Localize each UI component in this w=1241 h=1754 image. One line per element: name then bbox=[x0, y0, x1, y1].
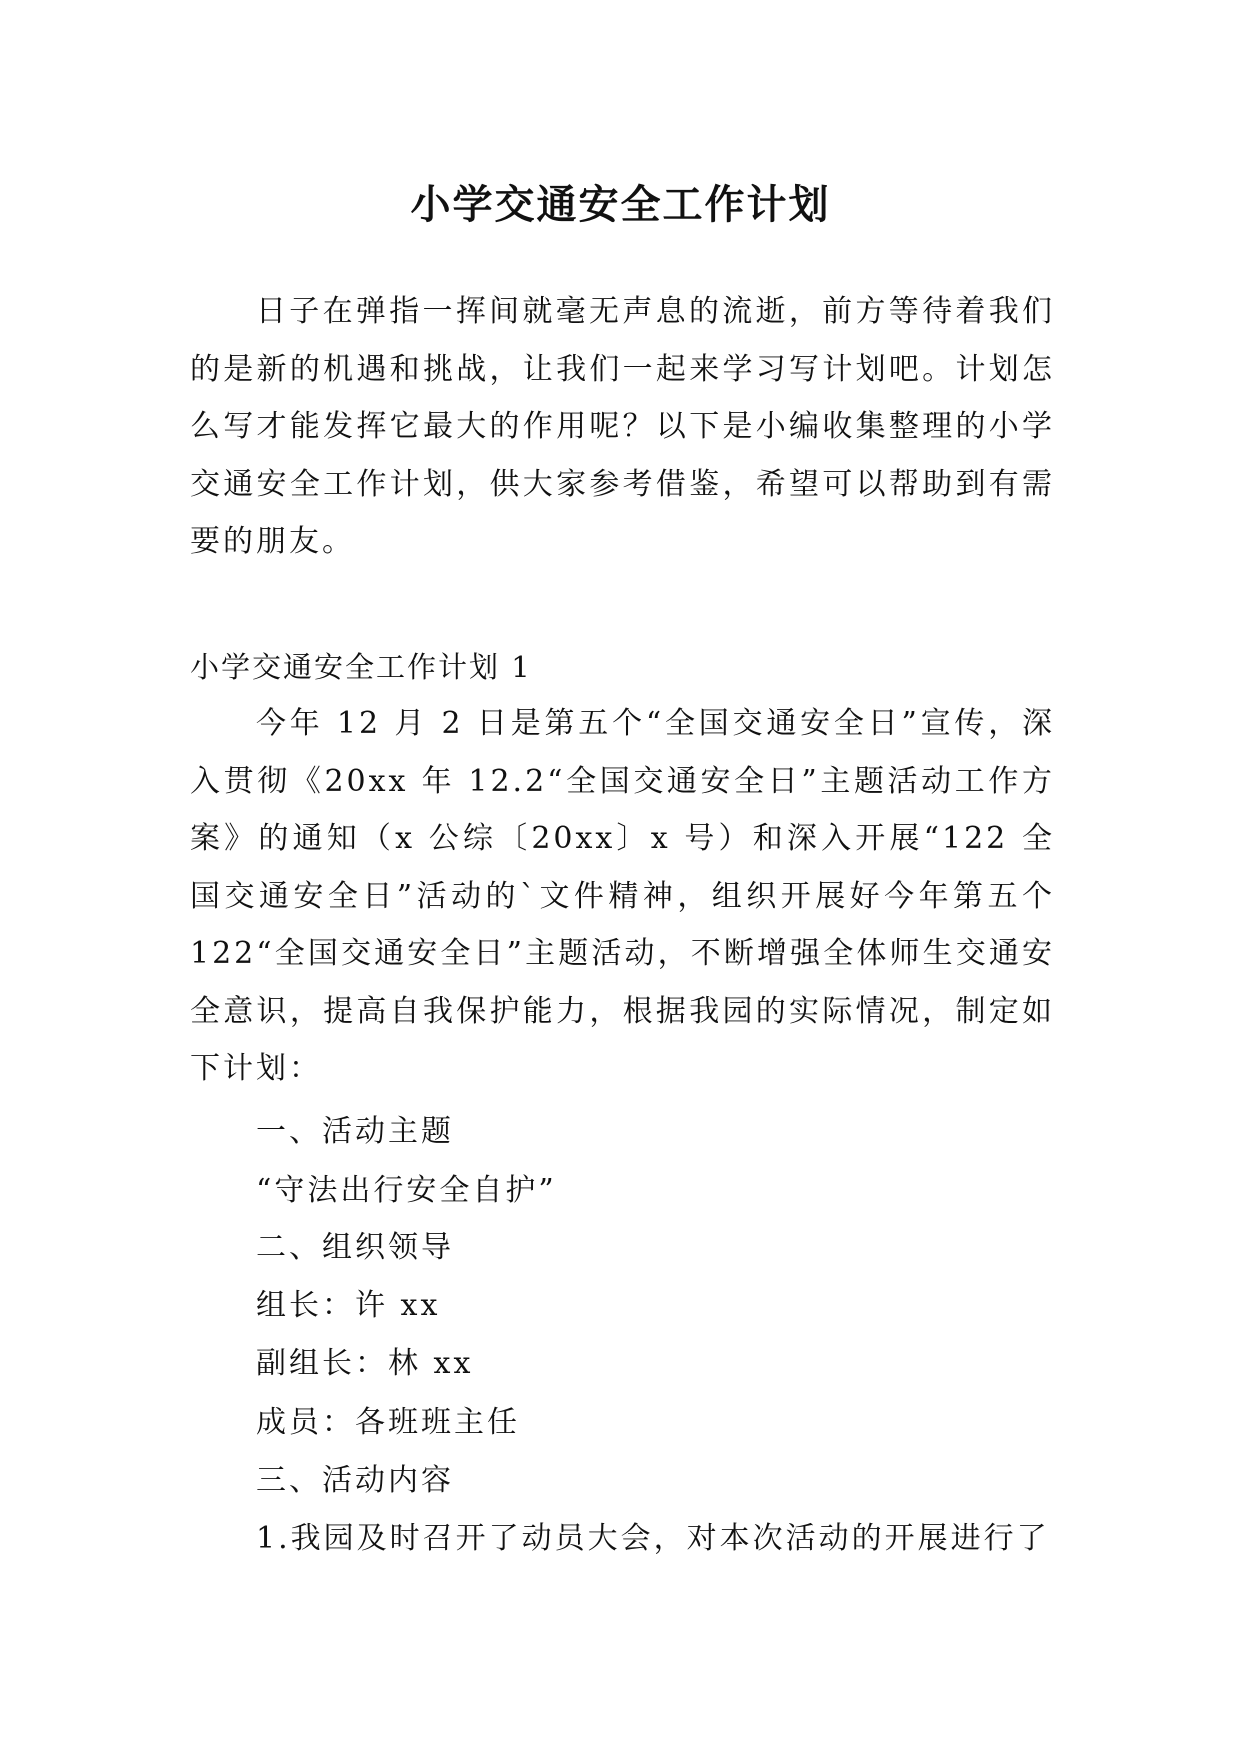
heading-organization: 二、组织领导 bbox=[256, 1230, 454, 1265]
deputy-leader-line: 副组长：林 xx bbox=[256, 1346, 474, 1381]
heading-activity-theme: 一、活动主题 bbox=[256, 1114, 454, 1149]
members-line: 成员：各班班主任 bbox=[256, 1405, 520, 1440]
activity-theme-text: “守法出行安全自护” bbox=[256, 1173, 557, 1208]
group-leader-line: 组长：许 xx bbox=[256, 1288, 441, 1323]
section-title: 小学交通安全工作计划 1 bbox=[190, 650, 532, 684]
heading-activity-content: 三、活动内容 bbox=[256, 1463, 454, 1498]
content-item-1: 1.我园及时召开了动员大会，对本次活动的开展进行了 bbox=[256, 1521, 1050, 1556]
document-title: 小学交通安全工作计划 bbox=[410, 180, 831, 228]
section-body-paragraph: 今年 12 月 2 日是第五个“全国交通安全日”宣传，深入贯彻《20xx 年 12.2“全国交通安全日”主题活动工作方案》的通知（x 公综〔20xx〕x 号）和深入开展“122 全国交通安全日”活动的`文件精神，组织开展好今年第五个 122“全国交通安全日”主题活动，不断增强全体师生交通安全意识，提高自我保护能力，根据我园的实际情况，制定如下计划： bbox=[190, 706, 1055, 1086]
intro-paragraph: 日子在弹指一挥间就毫无声息的流逝，前方等待着我们的是新的机遇和挑战，让我们一起来学习写计划吧。计划怎么写才能发挥它最大的作用呢？以下是小编收集整理的小学交通安全工作计划，供大家参考借鉴，希望可以帮助到有需要的朋友。 bbox=[190, 294, 1055, 559]
